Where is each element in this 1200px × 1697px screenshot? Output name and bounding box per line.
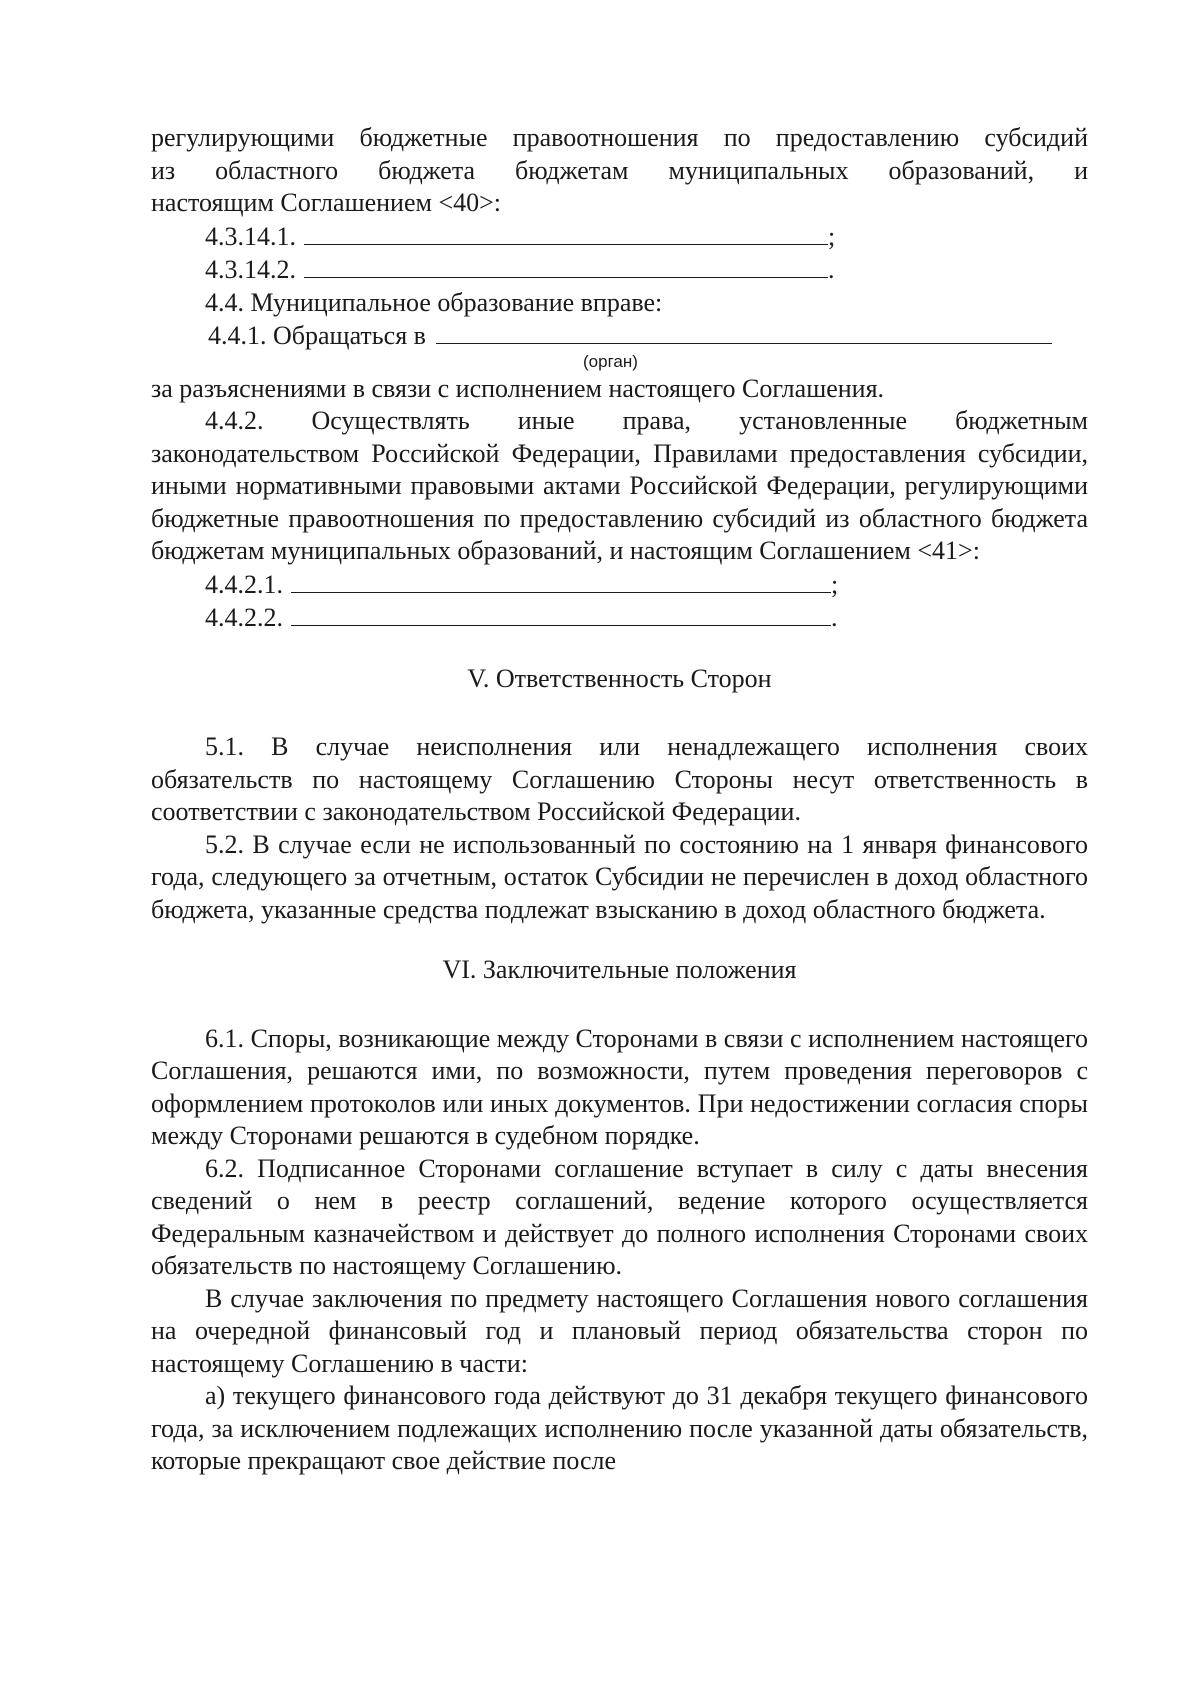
item-terminator: . <box>831 603 838 632</box>
item-text: 4.4.1. Обращаться в <box>208 321 426 350</box>
item-4-4: 4.4. Муниципальное образование вправе: <box>205 287 663 317</box>
section-6-heading: VI. Заключительные положения <box>442 955 797 984</box>
item-6-2-continuation: В случае заключения по предмету настоящего Соглашения нового соглашения на очередной финансовый год и плановый период обязательства сторон по настоящему Соглашению в части: <box>151 1283 1088 1378</box>
fill-blank-line <box>304 253 828 278</box>
section-5-heading: V. Ответственность Сторон <box>467 663 772 693</box>
item-4-3-14-1 <box>151 220 1088 254</box>
item-4-4-1 <box>151 319 1088 353</box>
spacer <box>151 987 1088 1023</box>
item-terminator: ; <box>831 569 839 599</box>
item-4-3-14-2 <box>151 253 1088 287</box>
fill-blank-line <box>291 568 831 593</box>
item-number: 4.3.14.1. <box>205 221 296 251</box>
item-terminator: . <box>828 255 835 284</box>
item-5-1: 5.1. В случае неисполнения или ненадлежащего исполнения своих обязательств по настоящему Соглашению Стороны несут ответственность в соответствии с законодательством Российской Федерации. <box>151 732 1088 826</box>
organ-caption: (орган) <box>583 351 638 371</box>
paragraph-cont-line-1: регулирующими бюджетные правоотношения по предоставлению субсидий <box>151 123 1088 152</box>
fill-blank-line <box>304 220 828 245</box>
spacer <box>151 635 1088 663</box>
item-terminator: ; <box>828 221 836 251</box>
item-4-4-2-2 <box>151 601 1088 635</box>
item-number: 4.4.2.1. <box>205 569 283 599</box>
item-number: 4.4.2.2. <box>205 603 283 632</box>
item-4-4-1-continuation: за разъяснениями в связи с исполнением настоящего Соглашения. <box>151 373 885 403</box>
paragraph-cont-line-3: настоящим Соглашением <40>: <box>151 188 501 217</box>
paragraph-cont-line-2: из областного бюджета бюджетам муниципальных образований, и <box>151 155 1088 185</box>
item-number: 4.3.14.2. <box>205 255 296 284</box>
item-4-4-2-1 <box>151 568 1088 602</box>
item-6-2-a: а) текущего финансового года действуют до 31 декабря текущего финансового года, за исключением подлежащих исполнению после указанной даты обязательств, которые прекращают свое действие после <box>151 1381 1088 1475</box>
item-5-2: 5.2. В случае если не использованный по состоянию на 1 января финансового года, следующего за отчетным, остаток Субсидии не перечислен в доход областного бюджета, указанные средства подлежат взысканию в доход областного бюджета. <box>151 829 1088 924</box>
spacer <box>151 695 1088 731</box>
item-4-4-2: 4.4.2. Осуществлять иные права, установленные бюджетным законодательством Российской Федерации, Правилами предоставления субсидии, иными нормативными правовыми актами Российской Федерации, регулирующими бюджетные правоотношения по предоставлению субсидий из областного бюджета бюджетам муниципальных образований, и настоящим Соглашением <41>: <box>151 406 1088 565</box>
document-body <box>151 122 1088 1478</box>
fill-blank-line <box>291 601 831 626</box>
item-6-2: 6.2. Подписанное Сторонами соглашение вступает в силу с даты внесения сведений о нем в реестр соглашений, ведение которого осуществляется Федеральным казначейством и действует до полного исполнения Сторонами своих обязательств по настоящему Соглашению. <box>151 1153 1088 1280</box>
fill-blank-line <box>436 319 1052 344</box>
item-6-1: 6.1. Споры, возникающие между Сторонами в связи с исполнением настоящего Соглашения, решаются ими, по возможности, путем проведения переговоров с оформлением протоколов или иных документов. При недостижении согласия споры между Сторонами решаются в судебном порядке. <box>151 1023 1088 1150</box>
spacer <box>151 926 1088 954</box>
